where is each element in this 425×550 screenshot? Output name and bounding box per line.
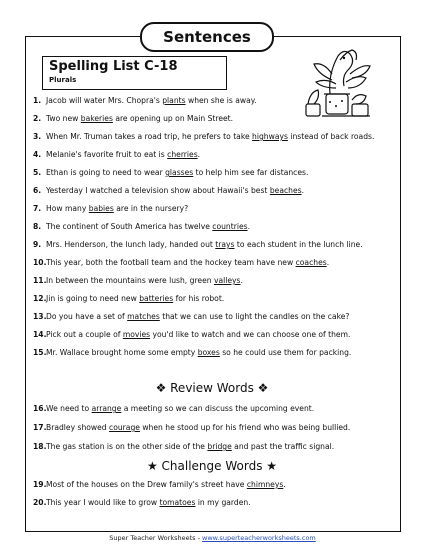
- sentence-text: Ethan is going to need to wear: [46, 168, 166, 177]
- sentence-text: so he could use them for packing.: [219, 348, 352, 357]
- sentence-text: Jacob will water Mrs. Chopra's: [46, 96, 163, 105]
- sentence-text: .: [326, 258, 330, 267]
- spelling-word: boxes: [197, 348, 220, 357]
- sentence-list: [33, 96, 388, 358]
- spelling-word: babies: [88, 204, 114, 213]
- sentence-text: .: [301, 186, 305, 195]
- footer: [0, 534, 425, 542]
- sentence-text: .: [197, 150, 201, 159]
- sentence-text: when she is away.: [185, 96, 257, 105]
- page-title: Sentences: [140, 22, 274, 52]
- sentence-item: [33, 258, 388, 268]
- sentence-text: .: [283, 480, 286, 489]
- sentence-text: that we can use to light the candles on the cake?: [159, 312, 350, 321]
- sentence-text: you'd like to watch and we can choose one of them.: [150, 330, 351, 339]
- item-number: 18.: [33, 442, 47, 451]
- spelling-list-box: [42, 56, 227, 90]
- sentence-text: The continent of South America has twelve: [46, 222, 213, 231]
- spelling-word: plants: [162, 96, 186, 105]
- sentence-item: [33, 442, 388, 452]
- sentence-text: The gas station is on the other side of the: [46, 442, 208, 451]
- sentence-item: [33, 312, 388, 322]
- sentence-item: [33, 114, 388, 124]
- item-number: 4.: [33, 150, 42, 159]
- item-number: 9.: [33, 240, 42, 249]
- review-list: [33, 404, 388, 452]
- sentence-item: [33, 186, 388, 196]
- spelling-word: coaches: [295, 258, 327, 267]
- sentence-item: [33, 480, 388, 490]
- spelling-word: glasses: [165, 168, 194, 177]
- list-title: Spelling List C-18: [49, 59, 178, 74]
- spelling-word: trays: [215, 240, 235, 249]
- sentence-text: to help him see far distances.: [193, 168, 309, 177]
- sentence-item: [33, 498, 388, 508]
- sentence-text: Jin is going to need new: [46, 294, 140, 303]
- list-subtitle: Plurals: [49, 76, 77, 84]
- sentence-item: [33, 348, 388, 358]
- item-number: 14.: [33, 330, 47, 339]
- spelling-word: bridge: [207, 442, 232, 451]
- spelling-word: cherries: [167, 150, 198, 159]
- sentence-item: [33, 404, 388, 414]
- sentence-text: In between the mountains were lush, green: [46, 276, 214, 285]
- sentence-text: We need to: [46, 404, 92, 413]
- item-number: 6.: [33, 186, 42, 195]
- sentence-text: Do you have a set of: [46, 312, 128, 321]
- spelling-word: valleys: [213, 276, 241, 285]
- sentence-text: for his robot.: [173, 294, 225, 303]
- sentence-item: [33, 423, 388, 433]
- sentence-item: [33, 132, 388, 142]
- item-number: 17.: [33, 423, 47, 432]
- challenge-list: [33, 480, 388, 508]
- sentence-text: Mr. Wallace brought home some empty: [46, 348, 198, 357]
- spelling-word: countries: [212, 222, 248, 231]
- item-number: 7.: [33, 204, 42, 213]
- item-number: 10.: [33, 258, 47, 267]
- sentence-text: instead of back roads.: [287, 132, 375, 141]
- sentence-text: are in the nursery?: [113, 204, 189, 213]
- sentence-text: Mrs. Henderson, the lunch lady, handed out: [46, 240, 216, 249]
- spelling-word: highways: [252, 132, 288, 141]
- sentence-item: [33, 168, 388, 178]
- item-number: 5.: [33, 168, 42, 177]
- sentence-text: Bradley showed: [46, 423, 110, 432]
- spelling-word: batteries: [139, 294, 174, 303]
- sentence-text: .: [240, 276, 243, 285]
- item-number: 15.: [33, 348, 47, 357]
- footer-text: Super Teacher Worksheets -: [109, 534, 203, 542]
- sentence-text: When Mr. Truman takes a road trip, he prefers to take: [46, 132, 253, 141]
- sentence-text: and past the traffic signal.: [231, 442, 335, 451]
- sentence-text: .: [247, 222, 251, 231]
- sentence-item: [33, 240, 388, 250]
- sentence-item: [33, 222, 388, 232]
- sentence-item: [33, 96, 388, 106]
- sentence-text: How many: [46, 204, 89, 213]
- review-heading: ❖ Review Words ❖: [155, 381, 269, 395]
- spelling-word: tomatoes: [159, 498, 196, 507]
- item-number: 20.: [33, 498, 47, 507]
- sentence-text: Most of the houses on the Drew family's street have: [46, 480, 247, 489]
- sentence-text: Two new: [46, 114, 81, 123]
- sentence-text: This year I would like to grow: [46, 498, 160, 507]
- sentence-text: are opening up on Main Street.: [112, 114, 234, 123]
- item-number: 12.: [33, 294, 47, 303]
- footer-link[interactable]: www.superteacherworksheets.com: [202, 534, 316, 542]
- item-number: 8.: [33, 222, 42, 231]
- sentence-item: [33, 150, 388, 160]
- sentence-item: [33, 276, 388, 286]
- item-number: 16.: [33, 404, 47, 413]
- spelling-word: bakeries: [80, 114, 113, 123]
- spelling-word: movies: [122, 330, 151, 339]
- challenge-heading: ★ Challenge Words ★: [146, 459, 278, 473]
- sentence-text: Pick out a couple of: [46, 330, 123, 339]
- sentence-text: Yesterday I watched a television show about Hawaii's best: [46, 186, 270, 195]
- sentence-text: This year, both the football team and the hockey team have new: [46, 258, 296, 267]
- item-number: 19.: [33, 480, 47, 489]
- sentence-text: a meeting so we can discuss the upcoming event.: [121, 404, 315, 413]
- item-number: 1.: [33, 96, 42, 105]
- spelling-word: courage: [109, 423, 140, 432]
- sentence-text: Melanie's favorite fruit to eat is: [46, 150, 168, 159]
- item-number: 13.: [33, 312, 47, 321]
- sentence-item: [33, 330, 388, 340]
- sentence-text: in my garden.: [195, 498, 251, 507]
- spelling-word: arrange: [91, 404, 122, 413]
- sentence-item: [33, 204, 388, 214]
- sentence-item: [33, 294, 388, 304]
- item-number: 2.: [33, 114, 42, 123]
- item-number: 11.: [33, 276, 47, 285]
- item-number: 3.: [33, 132, 42, 141]
- sentence-text: when he stood up for his friend who was being bullied.: [139, 423, 351, 432]
- spelling-word: matches: [127, 312, 160, 321]
- sentence-text: to each student in the lunch line.: [234, 240, 363, 249]
- spelling-word: chimneys: [246, 480, 284, 489]
- spelling-word: beaches: [269, 186, 302, 195]
